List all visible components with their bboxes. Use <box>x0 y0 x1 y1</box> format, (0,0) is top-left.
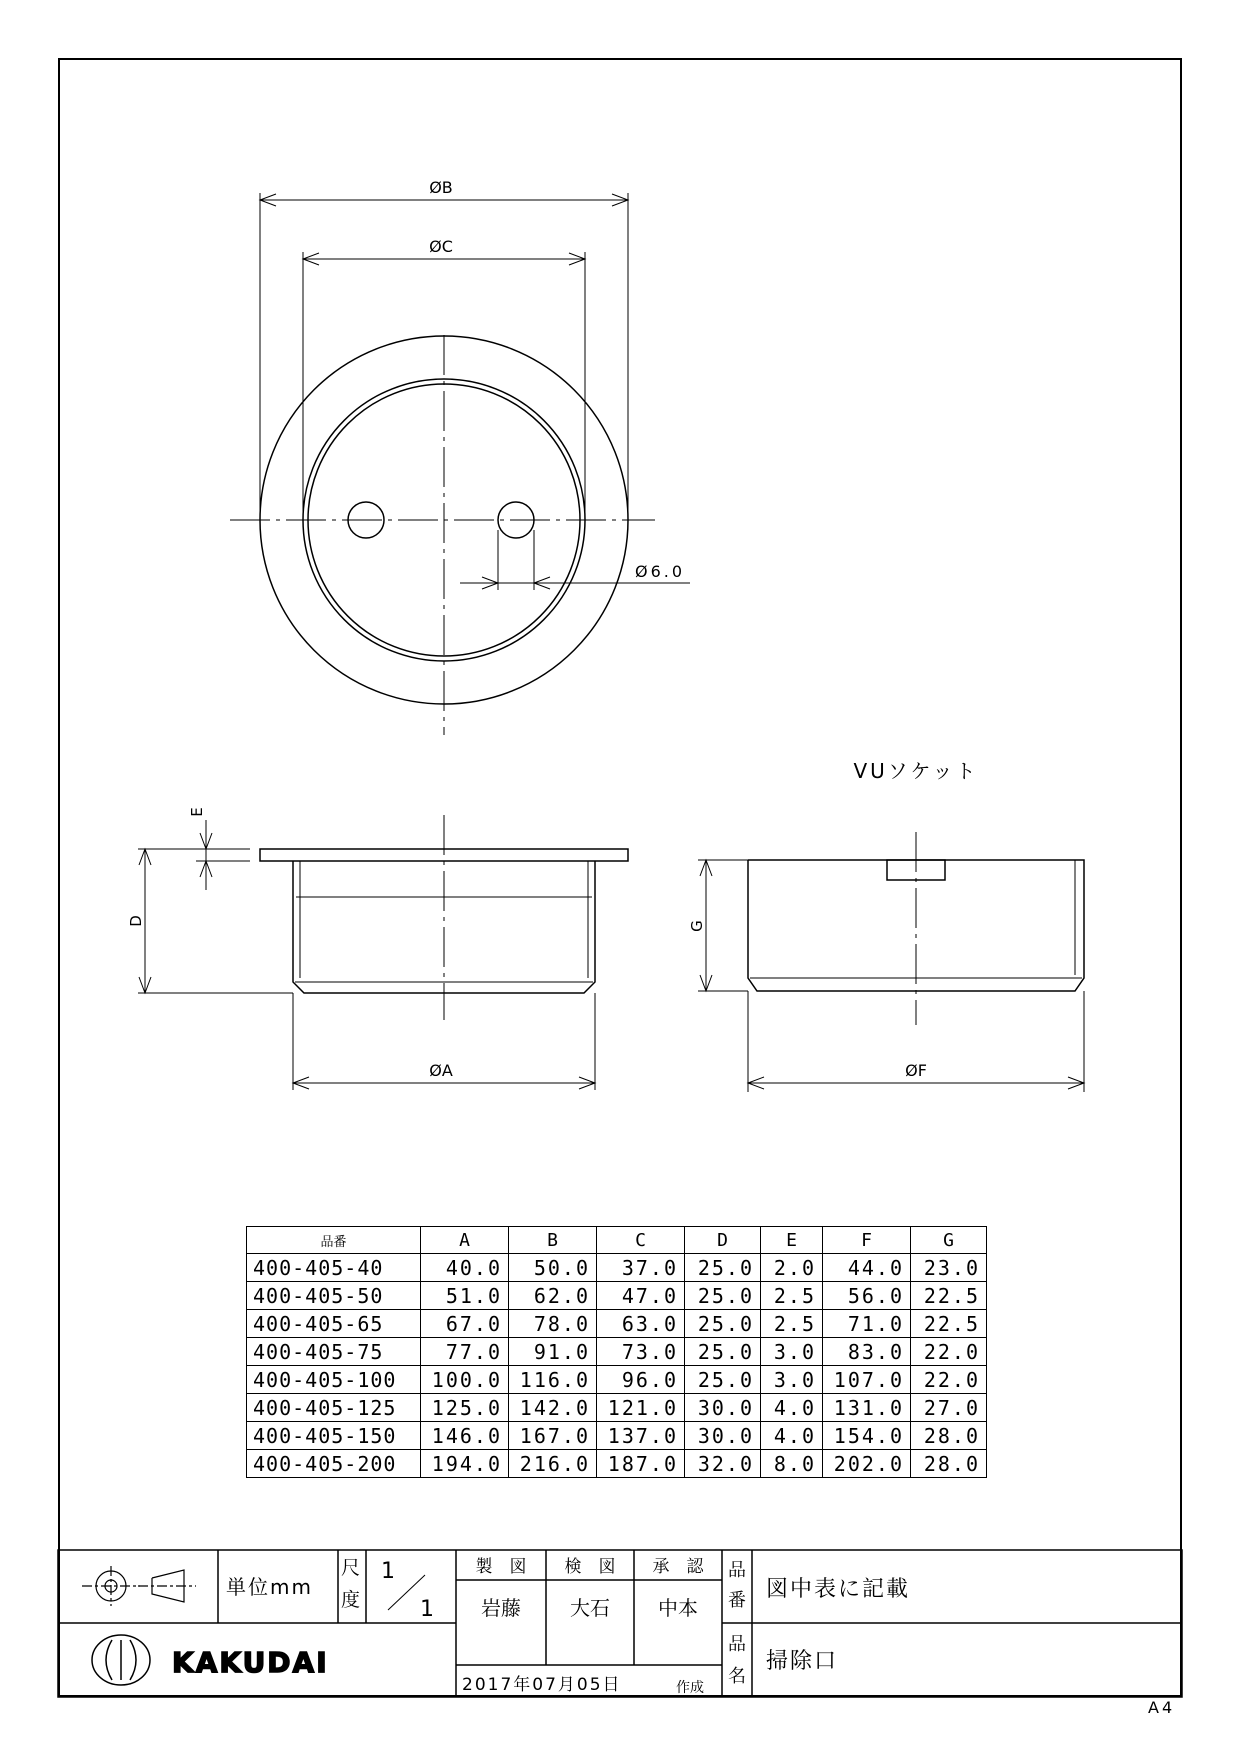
dimension-cell: 142.0 <box>509 1394 597 1422</box>
dimension-cell: 100.0 <box>421 1366 509 1394</box>
part-number-cell: 400-405-150 <box>247 1422 421 1450</box>
dimension-cell: 47.0 <box>597 1282 685 1310</box>
drawn-by: 岩藤 <box>481 1596 521 1620</box>
dimension-cell: 25.0 <box>685 1254 761 1282</box>
dimension-cell: 202.0 <box>823 1450 911 1478</box>
dimension-cell: 25.0 <box>685 1282 761 1310</box>
dimension-cell: 67.0 <box>421 1310 509 1338</box>
scale-numerator: 1 <box>381 1559 395 1584</box>
part-number-cell: 400-405-40 <box>247 1254 421 1282</box>
dimension-cell: 25.0 <box>685 1310 761 1338</box>
dimension-cell: 4.0 <box>761 1422 823 1450</box>
dimension-cell: 137.0 <box>597 1422 685 1450</box>
dimension-cell: 3.0 <box>761 1366 823 1394</box>
part-name-value: 掃除口 <box>766 1649 839 1674</box>
col-header-part-no: 品番 <box>247 1227 421 1254</box>
col-header-e: E <box>761 1227 823 1254</box>
dimension-cell: 30.0 <box>685 1422 761 1450</box>
side-view <box>138 815 628 1090</box>
table-row <box>247 1450 987 1478</box>
table-row <box>247 1254 987 1282</box>
dimension-cell: 22.5 <box>911 1282 987 1310</box>
company-logo-text: KAKUDAI <box>172 1646 329 1679</box>
dimension-cell: 62.0 <box>509 1282 597 1310</box>
socket-label: VUソケット <box>853 759 979 783</box>
dimension-cell: 71.0 <box>823 1310 911 1338</box>
table-row <box>247 1366 987 1394</box>
dimension-cell: 194.0 <box>421 1450 509 1478</box>
col-header-f: F <box>823 1227 911 1254</box>
spec-table <box>246 1226 987 1478</box>
part-number-cell: 400-405-125 <box>247 1394 421 1422</box>
spec-table-body <box>247 1254 987 1478</box>
created-label: 作成 <box>676 1680 704 1696</box>
part-number-cell: 400-405-200 <box>247 1450 421 1478</box>
dim-label-phi-f: ØF <box>905 1061 927 1080</box>
dim-label-phi-b: ØB <box>429 178 453 197</box>
unit-label: 単位mm <box>226 1575 313 1599</box>
sheet-size-label: A4 <box>1148 1698 1176 1717</box>
dimension-cell: 22.0 <box>911 1338 987 1366</box>
dimension-cell: 167.0 <box>509 1422 597 1450</box>
table-row <box>247 1310 987 1338</box>
dim-label-hole: Ø6.0 <box>634 562 686 581</box>
dimension-cell: 121.0 <box>597 1394 685 1422</box>
col-header-g: G <box>911 1227 987 1254</box>
scale-denominator: 1 <box>420 1597 434 1622</box>
dimension-cell: 131.0 <box>823 1394 911 1422</box>
dimension-cell: 23.0 <box>911 1254 987 1282</box>
col-header-b: B <box>509 1227 597 1254</box>
table-row <box>247 1394 987 1422</box>
dimension-cell: 40.0 <box>421 1254 509 1282</box>
table-row <box>247 1338 987 1366</box>
dimension-cell: 78.0 <box>509 1310 597 1338</box>
drawn-label: 製 図 <box>475 1557 527 1577</box>
part-number-cell: 400-405-50 <box>247 1282 421 1310</box>
checked-by: 大石 <box>570 1596 610 1620</box>
dimension-cell: 50.0 <box>509 1254 597 1282</box>
dimension-cell: 216.0 <box>509 1450 597 1478</box>
col-header-c: C <box>597 1227 685 1254</box>
socket-view <box>698 832 1084 1092</box>
dimension-cell: 146.0 <box>421 1422 509 1450</box>
checked-label: 検 図 <box>564 1557 616 1577</box>
drawing-date: 2017年07月05日 <box>462 1675 622 1695</box>
col-header-d: D <box>685 1227 761 1254</box>
scale-label-1: 尺 <box>341 1557 361 1579</box>
part-name-label-1: 品 <box>728 1634 746 1655</box>
table-row <box>247 1282 987 1310</box>
dimension-cell: 116.0 <box>509 1366 597 1394</box>
col-header-a: A <box>421 1227 509 1254</box>
part-name-label-2: 名 <box>728 1666 746 1687</box>
dimension-cell: 77.0 <box>421 1338 509 1366</box>
dimension-cell: 2.5 <box>761 1282 823 1310</box>
dimension-cell: 2.5 <box>761 1310 823 1338</box>
approved-label: 承 認 <box>652 1557 704 1577</box>
dim-label-phi-a: ØA <box>429 1061 453 1080</box>
kakudai-logo-icon <box>92 1635 150 1685</box>
dim-label-g: G <box>688 920 706 932</box>
dimension-cell: 28.0 <box>911 1450 987 1478</box>
projection-symbol-icon <box>82 1566 196 1606</box>
part-number-cell: 400-405-100 <box>247 1366 421 1394</box>
dimension-cell: 4.0 <box>761 1394 823 1422</box>
dimension-cell: 28.0 <box>911 1422 987 1450</box>
dimension-cell: 25.0 <box>685 1366 761 1394</box>
part-no-value: 図中表に記載 <box>766 1577 911 1602</box>
scale-label-2: 度 <box>341 1589 361 1611</box>
dimension-cell: 22.5 <box>911 1310 987 1338</box>
dimension-cell: 8.0 <box>761 1450 823 1478</box>
table-header-row <box>247 1227 987 1254</box>
dimension-cell: 73.0 <box>597 1338 685 1366</box>
dimension-cell: 187.0 <box>597 1450 685 1478</box>
part-number-cell: 400-405-75 <box>247 1338 421 1366</box>
dimension-cell: 91.0 <box>509 1338 597 1366</box>
table-row <box>247 1422 987 1450</box>
dimension-cell: 32.0 <box>685 1450 761 1478</box>
part-no-label-1: 品 <box>728 1560 746 1581</box>
dimension-cell: 44.0 <box>823 1254 911 1282</box>
dimension-cell: 63.0 <box>597 1310 685 1338</box>
dimension-cell: 30.0 <box>685 1394 761 1422</box>
part-number-cell: 400-405-65 <box>247 1310 421 1338</box>
dimension-cell: 96.0 <box>597 1366 685 1394</box>
dimension-cell: 22.0 <box>911 1366 987 1394</box>
dim-label-e: E <box>188 807 206 817</box>
dimension-cell: 25.0 <box>685 1338 761 1366</box>
dim-label-phi-c: ØC <box>429 237 453 256</box>
dimension-cell: 51.0 <box>421 1282 509 1310</box>
dimension-cell: 2.0 <box>761 1254 823 1282</box>
dimension-cell: 107.0 <box>823 1366 911 1394</box>
dimension-cell: 83.0 <box>823 1338 911 1366</box>
top-view <box>230 193 690 735</box>
dimension-cell: 154.0 <box>823 1422 911 1450</box>
dim-label-d: D <box>127 915 145 927</box>
approved-by: 中本 <box>658 1596 698 1620</box>
dimension-cell: 3.0 <box>761 1338 823 1366</box>
part-no-label-2: 番 <box>728 1590 746 1611</box>
dimension-cell: 27.0 <box>911 1394 987 1422</box>
dimension-cell: 37.0 <box>597 1254 685 1282</box>
dimension-cell: 56.0 <box>823 1282 911 1310</box>
dimension-cell: 125.0 <box>421 1394 509 1422</box>
